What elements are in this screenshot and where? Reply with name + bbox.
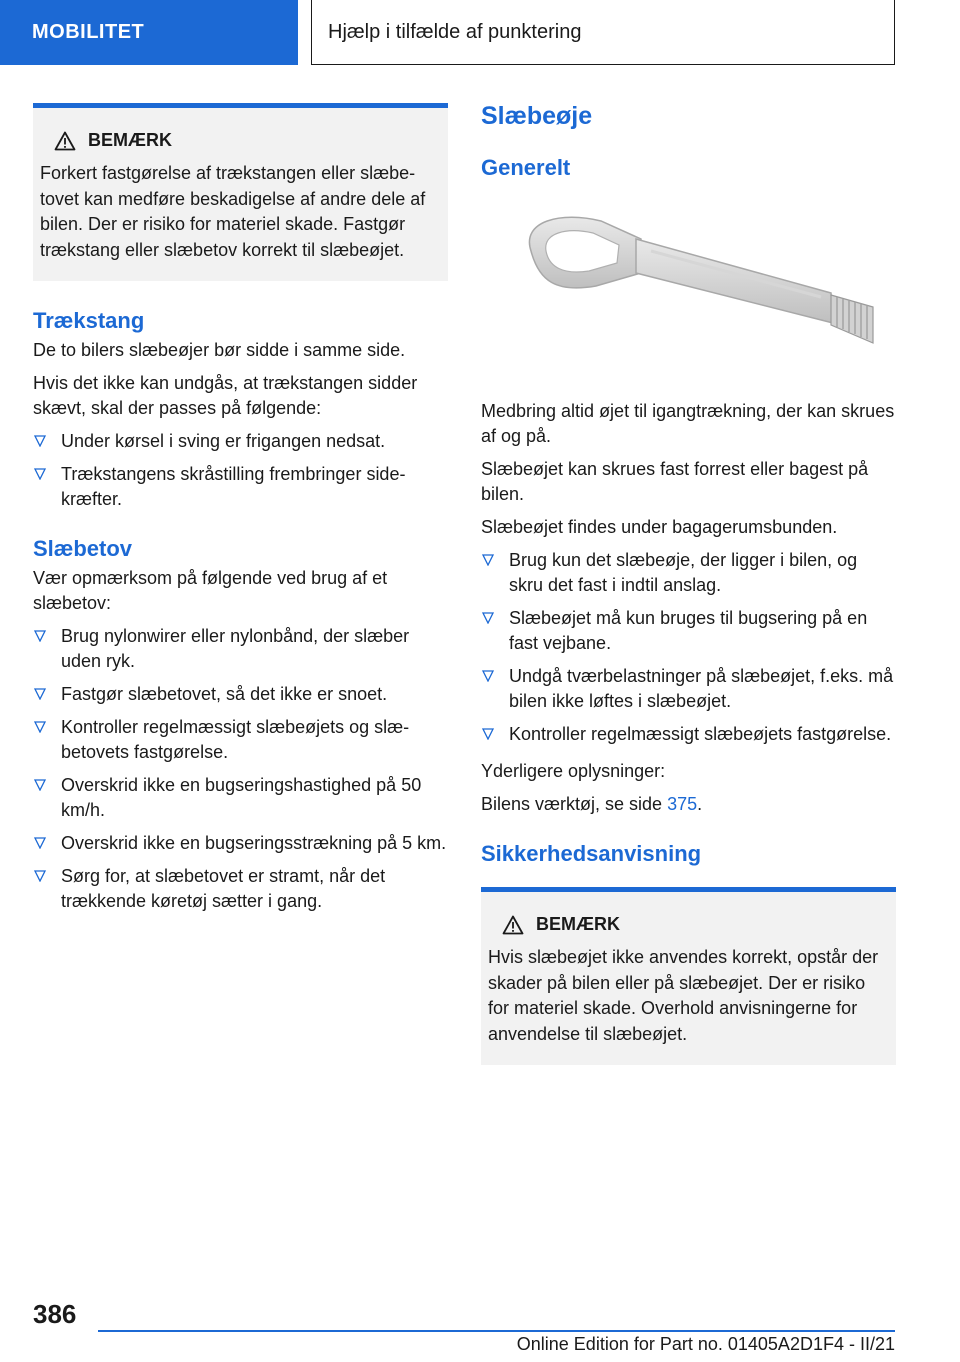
heading-slaebetov: Slæbetov <box>33 536 133 561</box>
list-item: Overskrid ikke en bugseringshastighed på 50 km/h. <box>33 773 448 823</box>
more-info: Yderligere oplysninger: <box>481 761 666 781</box>
generelt-p1: Medbring altid øjet til igangtrækning, der kan skrues af og på. <box>481 401 895 446</box>
bullet-triangle-icon <box>34 870 46 882</box>
warning-icon <box>54 131 76 151</box>
notice-label: BEMÆRK <box>536 914 620 934</box>
heading-slaeboeje: Slæbeøje <box>481 102 593 130</box>
page-link-375[interactable]: 375 <box>667 794 698 814</box>
footer-divider <box>98 1330 895 1332</box>
notice-header <box>40 130 440 151</box>
warning-icon <box>502 915 524 935</box>
notice-box <box>33 103 448 281</box>
traekstang-p2: Hvis det ikke kan undgås, at trækstangen sidder skævt, skal der passes på følgende: <box>33 373 418 418</box>
generelt-p3: Slæbeøjet findes under bagagerumsbunden. <box>481 517 838 537</box>
bullet-triangle-icon <box>34 630 46 642</box>
slaebetov-list <box>33 624 448 914</box>
bullet-triangle-icon <box>34 688 46 700</box>
list-item: Slæbeøjet må kun bruges til bugsering på en fast vejbane. <box>481 606 896 656</box>
traekstang-p1: De to bilers slæbeøjer bør sidde i samme side. <box>33 340 406 360</box>
slaebetov-p1: Vær opmærksom på følgende ved brug af et slæbetov: <box>33 568 388 613</box>
list-item: Undgå tværbelastninger på slæbeøjet, f.eks. må bilen ikke løftes i slæbeøjet. <box>481 664 896 714</box>
list-item: Brug nylonwirer eller nylonbånd, der slæber uden ryk. <box>33 624 448 674</box>
bullet-triangle-icon <box>482 554 494 566</box>
list-item: Trækstangens skråstilling frembringer sidekræfter. <box>33 462 448 512</box>
footer-edition: Online Edition for Part no. 01405A2D1F4 - II/21 <box>516 1334 895 1354</box>
generelt-p2: Slæbeøjet kan skrues fast forrest eller bagest på bilen. <box>481 459 869 504</box>
list-item: Fastgør slæbetovet, så det ikke er snoet. <box>33 682 448 707</box>
bullet-triangle-icon <box>482 670 494 682</box>
notice-text: Forkert fastgørelse af trækstangen eller slæbetovet kan medføre beskadigelse af andre dele af bilen. Der er risiko for materiel skade. Fastgør trækstang eller slæbetov korrekt til slæbeøjet. <box>40 163 426 260</box>
traekstang-list <box>33 429 448 512</box>
list-item: Kontroller regelmæssigt slæbeøjets fastgørelse. <box>481 722 896 747</box>
heading-generelt: Generelt <box>481 155 571 180</box>
notice-header <box>488 914 888 935</box>
list-item: Brug kun det slæbeøje, der ligger i bilen, og skru det fast i indtil anslag. <box>481 548 896 598</box>
right-column <box>481 102 896 1065</box>
bullet-triangle-icon <box>34 468 46 480</box>
generelt-list <box>481 548 896 747</box>
bullet-triangle-icon <box>482 612 494 624</box>
list-item: Under kørsel i sving er frigangen nedsat. <box>33 429 448 454</box>
tool-reference: Bilens værktøj, se side 375. <box>481 794 703 814</box>
page-number: 386 <box>33 1299 77 1329</box>
bullet-triangle-icon <box>482 728 494 740</box>
header-chapter-title: Hjælp i tilfælde af punktering <box>311 0 895 65</box>
notice-label: BEMÆRK <box>88 130 172 150</box>
notice-box <box>481 887 896 1065</box>
header-section-label: MOBILITET <box>0 0 298 65</box>
bullet-triangle-icon <box>34 721 46 733</box>
notice-text: Hvis slæbeøjet ikke anvendes korrekt, opstår der skader på bilen eller på slæbeøjet. Der er risiko for materiel skade. Overhold anvisningerne for anvendelse til slæbeøjet. <box>488 947 879 1044</box>
list-item: Kontroller regelmæssigt slæbeøjets og slæbetovets fastgørelse. <box>33 715 448 765</box>
bullet-triangle-icon <box>34 435 46 447</box>
heading-sikkerhed: Sikkerhedsanvisning <box>481 841 702 866</box>
list-item: Overskrid ikke en bugseringsstrækning på 5 km. <box>33 831 448 856</box>
bullet-triangle-icon <box>34 779 46 791</box>
left-column <box>33 103 448 914</box>
heading-traekstang: Trækstang <box>33 308 145 333</box>
tow-eye-illustration <box>501 211 891 381</box>
bullet-triangle-icon <box>34 837 46 849</box>
list-item: Sørg for, at slæbetovet er stramt, når det trækkende køretøj sætter i gang. <box>33 864 448 914</box>
